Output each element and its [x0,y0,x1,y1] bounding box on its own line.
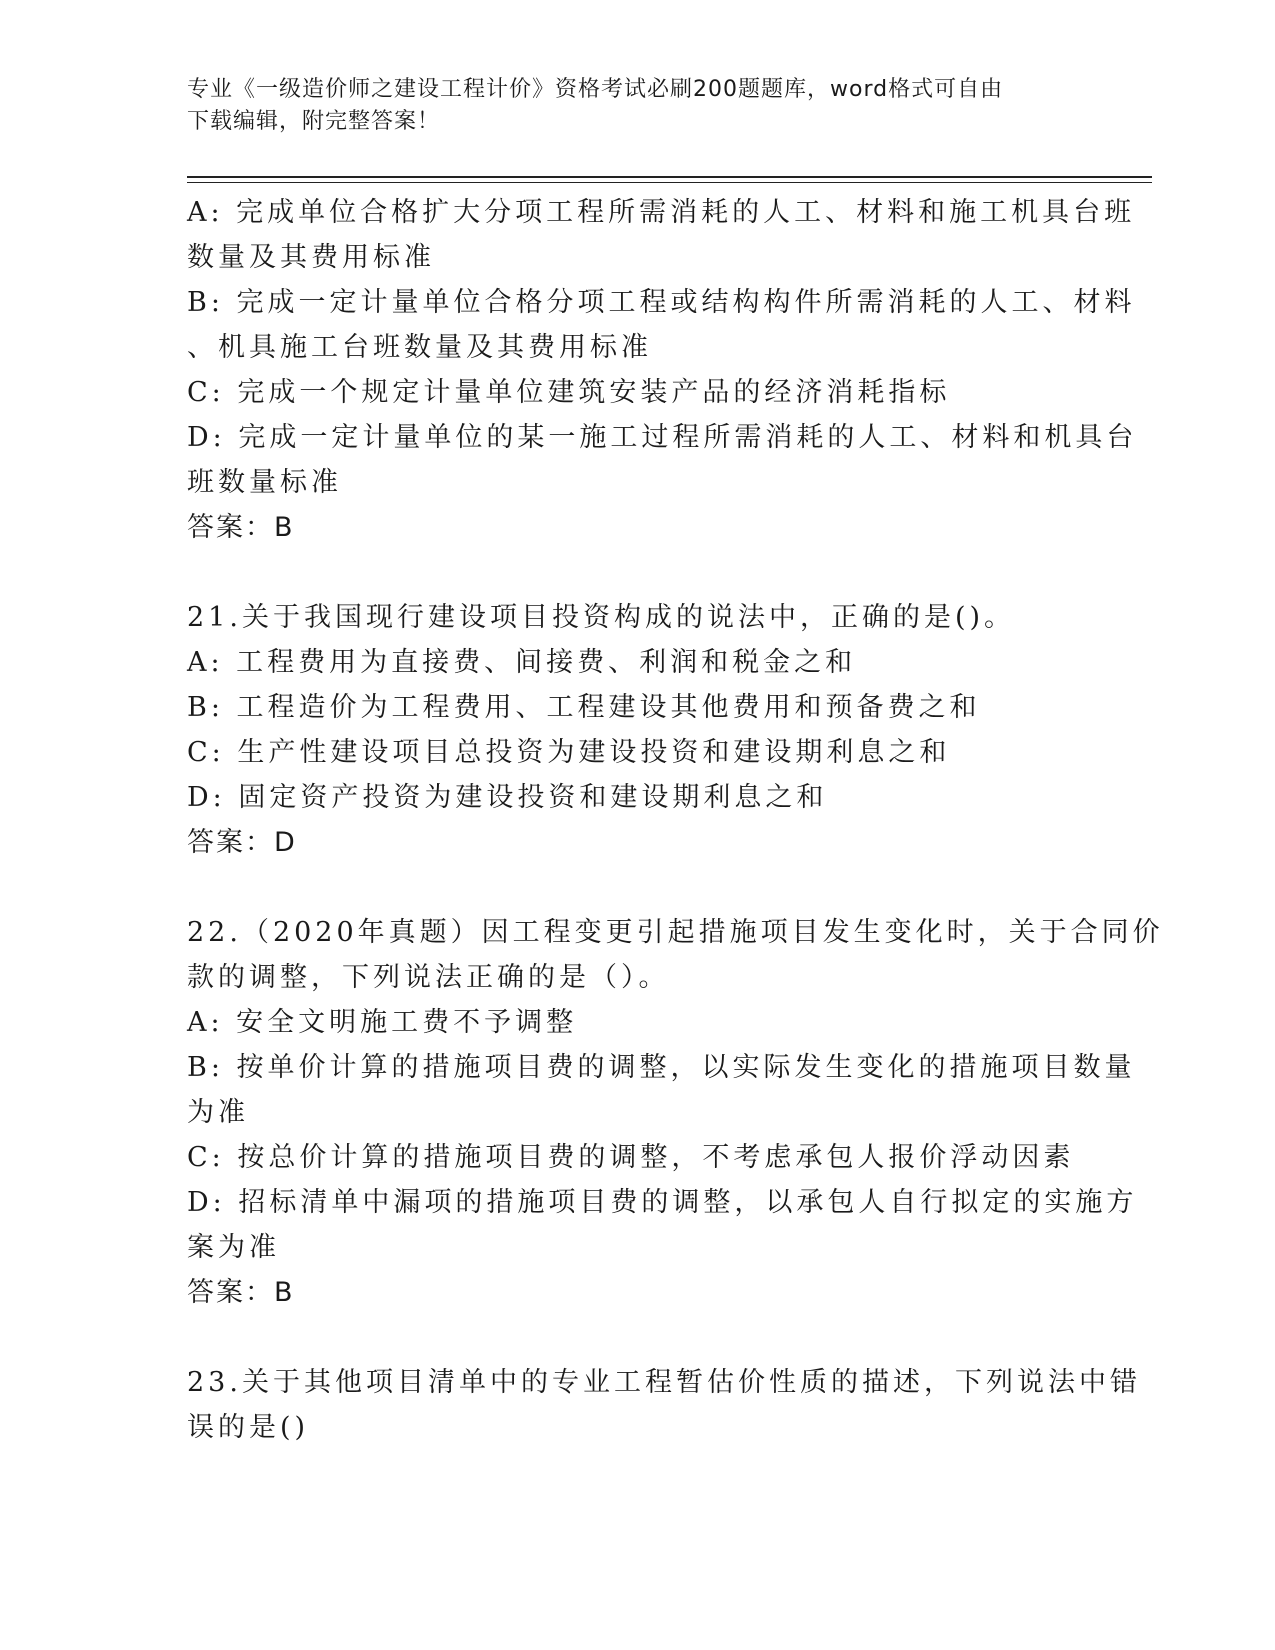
option-b-line-2: 、机具施工台班数量及其费用标准 [187,332,652,363]
question-stem-line-1: 23.关于其他项目清单中的专业工程暂估价性质的描述，下列说法中错 [187,1367,1141,1398]
option-d-line-1: D: 完成一定计量单位的某一施工过程所需消耗的人工、材料和机具台 [187,422,1138,453]
spacer [187,1315,1077,1360]
answer-line: 答案：B [187,512,295,543]
question-21 [187,595,1077,865]
option-a-line-1: A: 工程费用为直接费、间接费、利润和税金之和 [187,647,857,678]
option-b-line-2: 为准 [187,1097,249,1128]
option-b-line-1: B: 按单价计算的措施项目费的调整，以实际发生变化的措施项目数量 [187,1052,1136,1083]
question-list [187,190,1164,1450]
header-rule-thin [187,182,1152,183]
option-a-line-1: A: 安全文明施工费不予调整 [187,1007,578,1038]
header-line-1: 专业《一级造价师之建设工程计价》资格考试必刷200题题库，word格式可自由 [187,77,1004,102]
question-stem-line-2: 误的是() [187,1412,310,1443]
option-d-line-2: 案为准 [187,1232,280,1263]
question-stem-line-2: 款的调整，下列说法正确的是（）。 [187,962,670,993]
document-header [187,74,1067,138]
option-d-line-1: D: 固定资产投资为建设投资和建设期利息之和 [187,782,828,813]
question-stem-line-1: 21.关于我国现行建设项目投资构成的说法中，正确的是()。 [187,602,1016,633]
question-22 [187,910,1164,1315]
question-stem-line-1: 22.（2020年真题）因工程变更引起措施项目发生变化时，关于合同价 [187,917,1164,948]
question-23 [187,1360,1141,1450]
answer-line: 答案：D [187,827,297,858]
option-a-line-2: 数量及其费用标准 [187,242,435,273]
option-d-line-2: 班数量标准 [187,467,342,498]
header-rule-thick [187,176,1152,178]
option-c-line-1: C: 按总价计算的措施项目费的调整，不考虑承包人报价浮动因素 [187,1142,1075,1173]
option-a-line-1: A: 完成单位合格扩大分项工程所需消耗的人工、材料和施工机具台班 [187,197,1136,228]
header-line-2: 下载编辑，附完整答案！ [187,109,441,134]
option-d-line-1: D: 招标清单中漏项的措施项目费的调整，以承包人自行拟定的实施方 [187,1187,1138,1218]
option-b-line-1: B: 工程造价为工程费用、工程建设其他费用和预备费之和 [187,692,981,723]
answer-line: 答案：B [187,1277,295,1308]
question-20 [187,190,1138,550]
option-c-line-1: C: 生产性建设项目总投资为建设投资和建设期利息之和 [187,737,951,768]
option-c-line-1: C: 完成一个规定计量单位建筑安装产品的经济消耗指标 [187,377,951,408]
spacer [187,550,1077,595]
spacer [187,865,1077,910]
option-b-line-1: B: 完成一定计量单位合格分项工程或结构构件所需消耗的人工、材料 [187,287,1136,318]
